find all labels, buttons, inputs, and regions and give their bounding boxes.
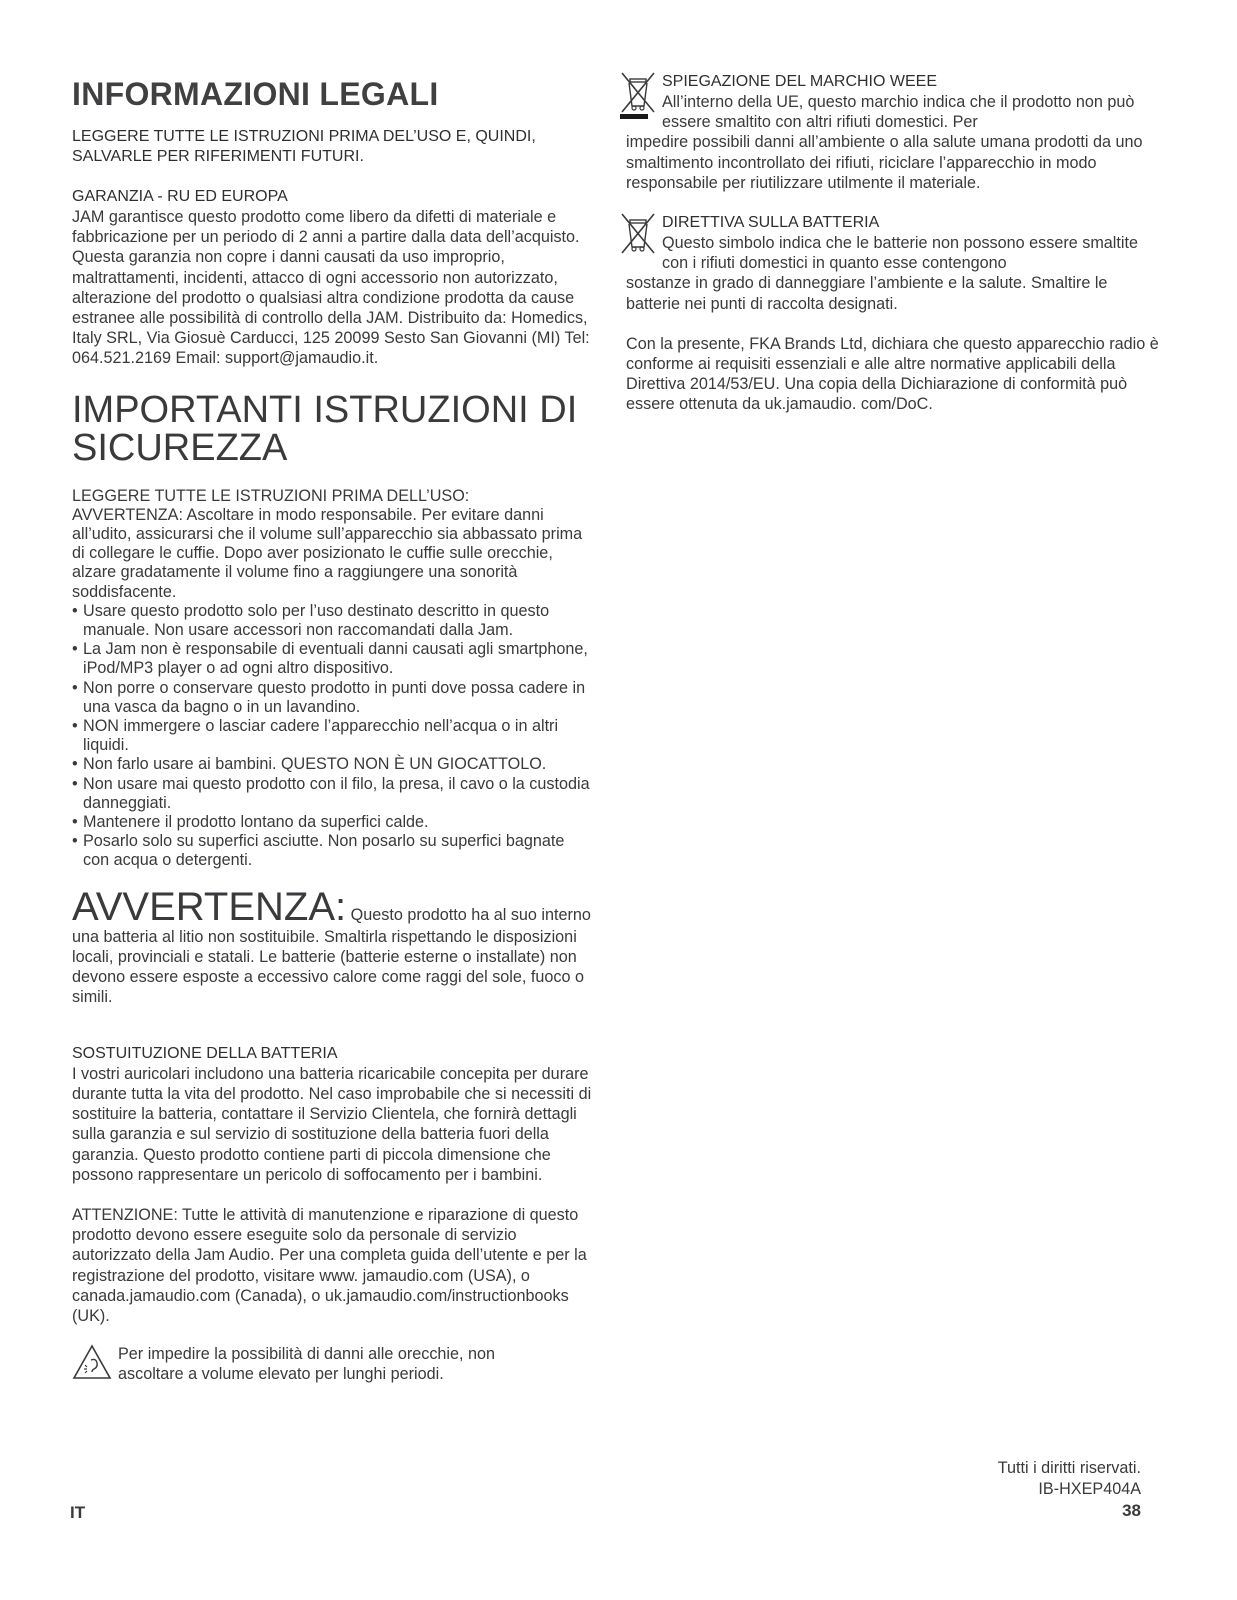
list-item: • NON immergere o lasciar cadere l’apparecchio nell’acqua o in altri liquidi.: [72, 717, 592, 755]
weee-text-indented: All’interno della UE, questo marchio indica che il prodotto non può essere smaltito con altri rifiuti domestici. Per: [662, 93, 1135, 132]
warranty-title: GARANZIA - RU ED EUROPA: [72, 188, 288, 205]
weee-text-rest: impedire possibili danni all’ambiente o alla salute umana prodotti da uno smaltimento incontrollato dei rifiuti, riciclare l’apparecchio in modo responsabile per riutilizzare utilmente il materiale.: [626, 133, 1143, 192]
attention-text: Tutte le attività di manutenzione e riparazione di questo prodotto devono essere eseguite solo da personale di servizio autorizzato della Jam Audio. Per una completa guida dell’utente e per la registrazione del prodotto, visitare www. jamaudio.com (USA), o canada.jamaudio.com (Canada), o uk.jamaudio.com/instructionbooks (UK).: [72, 1205, 587, 1325]
battery-text-rest: sostanze in grado di danneggiare l’ambiente e la salute. Smaltire le batterie nei punti di raccolta designati.: [626, 274, 1108, 313]
battery-warning: [72, 884, 592, 1008]
left-column: [72, 70, 592, 1385]
battery-section: [626, 213, 1161, 314]
hearing-warning-icon: [72, 1344, 112, 1380]
list-item: • Non farlo usare ai bambini. QUESTO NON È UN GIOCATTOLO.: [72, 755, 592, 774]
attention-label: ATTENZIONE:: [72, 1205, 178, 1224]
list-item: • Non porre o conservare questo prodotto in punti dove possa cadere in una vasca da bagno o in un lavandino.: [72, 679, 592, 717]
replacement-text: I vostri auricolari includono una batteria ricaricabile concepita per durare durante tutta la vita del prodotto. Nel caso improbabile che si necessiti di sostituire la batteria, contattare il Servizio Clientela, che fornirà dettagli sulla garanzia e sul servizio di sostituzione della batteria fuori della garanzia. Questo prodotto contiene parti di piccola dimensione che possono rappresentare un pericolo di soffocamento per i bambini.: [72, 1064, 592, 1184]
crossed-bin-icon: [618, 211, 658, 261]
list-item: • La Jam non è responsabile di eventuali danni causati agli smartphone, iPod/MP3 player o ad ogni altro dispositivo.: [72, 640, 592, 678]
declaration-text: Con la presente, FKA Brands Ltd, dichiara che questo apparecchio radio è conforme ai requisiti essenziali e alle altre normative applicabili della Direttiva 2014/53/EU. Una copia della Dichiarazione di conformità può essere ottenuta da uk.jamaudio. com/DoC.: [626, 334, 1159, 414]
weee-section: [626, 72, 1161, 193]
safety-title: IMPORTANTI ISTRUZIONI DI SICUREZZA: [72, 388, 578, 469]
attention-paragraph: [72, 1205, 592, 1326]
battery-title: DIRETTIVA SULLA BATTERIA: [662, 214, 880, 232]
safety-warning-label: AVVERTENZA: [72, 505, 179, 524]
document-code: IB-HXEP404A: [1038, 1480, 1141, 1498]
battery-warning-text: Questo prodotto ha al suo interno una batteria al litio non sostituibile. Smaltirla rispettando le disposizioni locali, provinciali e statali. Le batterie (batterie esterne o installate) non devono essere esposte a eccessivo calore come raggi del sole, fuoco o simili.: [72, 905, 591, 1007]
list-item: • Usare questo prodotto solo per l’uso destinato descritto in questo manuale. Non usare accessori non raccomandati dalla Jam.: [72, 602, 592, 640]
battery-text-indented: Questo simbolo indica che le batterie non possono essere smaltite con i rifiuti domestici in quanto esse contengono: [662, 234, 1138, 273]
legal-lead: LEGGERE TUTTE LE ISTRUZIONI PRIMA DEL’USO E, QUINDI, SALVARLE PER RIFERIMENTI FUTURI.: [72, 128, 536, 165]
list-item: • Posarlo solo su superfici asciutte. Non posarlo su superfici bagnate con acqua o detergenti.: [72, 832, 592, 870]
hearing-text: Per impedire la possibilità di danni alle orecchie, non ascoltare a volume elevato per lunghi periodi.: [118, 1345, 496, 1384]
language-code: IT: [70, 1503, 86, 1522]
list-item: • Non usare mai questo prodotto con il filo, la presa, il cavo o la custodia danneggiati.: [72, 775, 592, 813]
battery-warning-label: AVVERTENZA:: [72, 884, 347, 929]
hearing-warning: [72, 1344, 592, 1384]
safety-warning-text: : Ascoltare in modo responsabile. Per evitare danni all’udito, assicurarsi che il volume sull’apparecchio sia abbassato prima di collegare le cuffie. Dopo aver posizionato le cuffie sulle orecchie, alzare gradatamente il volume fino a raggiungere una sonorità soddisfacente.: [72, 505, 583, 601]
rights-text: Tutti i diritti riservati.: [997, 1459, 1141, 1477]
footer: [998, 1458, 1141, 1521]
safety-bullet-list: [72, 602, 592, 871]
weee-title: SPIEGAZIONE DEL MARCHIO WEEE: [662, 73, 938, 90]
crossed-bin-icon: [618, 70, 658, 120]
warranty-text: JAM garantisce questo prodotto come libero da difetti di materiale e fabbricazione per un periodo di 2 anni a partire dalla data dell’acquisto. Questa garanzia non copre i danni causati da uso improprio, maltrattamenti, incidenti, attacco di ogni accessorio non autorizzato, alterazione del prodotto o qualsiasi altra condizione prodotta da cause estranee alle possibilità di controllo della JAM. Distribuito da: Homedics, Italy SRL, Via Giosuè Carducci, 125 20099 Sesto San Giovanni (MI) Tel: 064.521.2169 Email: support@jamaudio.it.: [72, 208, 590, 368]
legal-title: INFORMAZIONI LEGALI: [72, 76, 439, 112]
safety-warning: [72, 506, 592, 602]
page-number: 38: [1122, 1501, 1141, 1520]
safety-lead: LEGGERE TUTTE LE ISTRUZIONI PRIMA DELL’USO:: [72, 486, 470, 505]
list-item: • Mantenere il prodotto lontano da superfici calde.: [72, 813, 592, 832]
right-column: [626, 72, 1161, 415]
replacement-title: SOSTUITUZIONE DELLA BATTERIA: [72, 1044, 338, 1062]
